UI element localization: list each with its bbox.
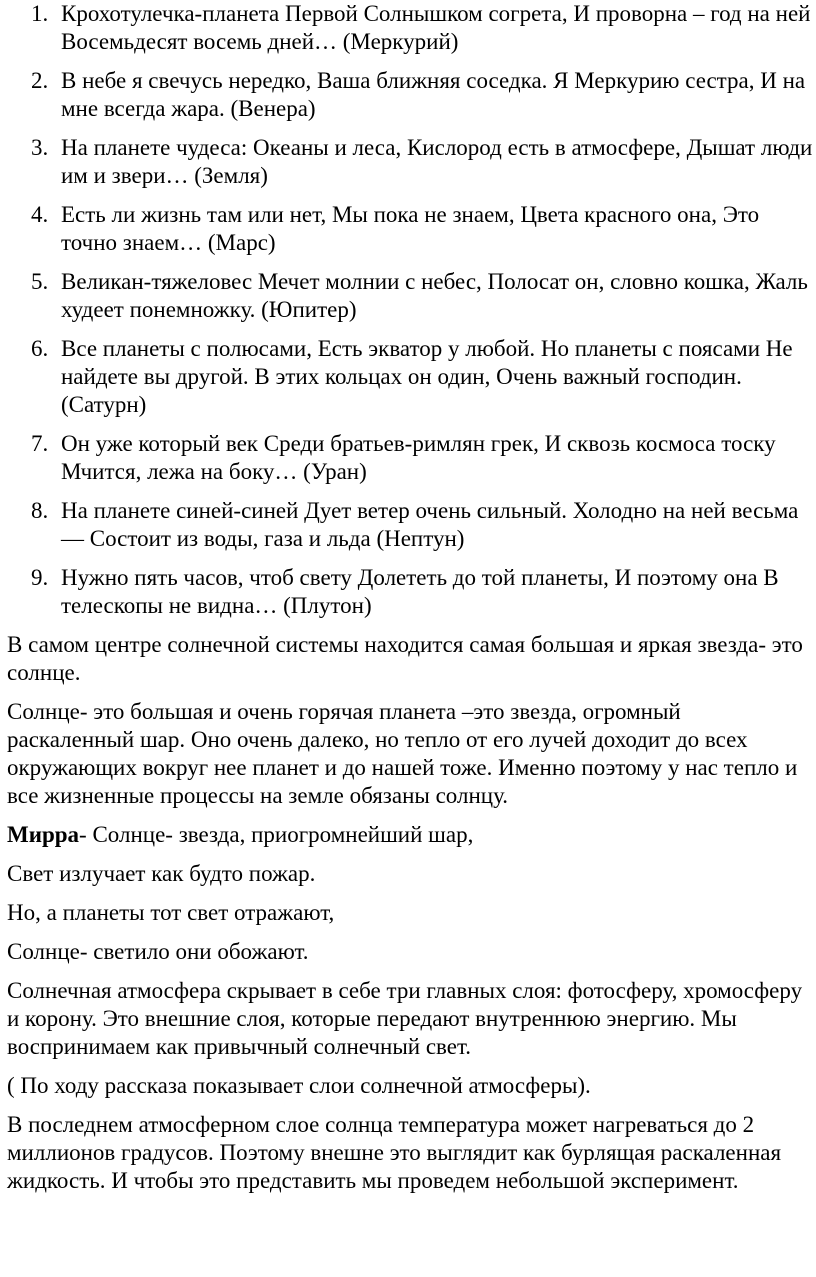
riddle-text: Есть ли жизнь там или нет, Мы пока не знаем, Цвета красного она, Это точно знаем… (Марс): [61, 202, 760, 255]
poem-line-4: Солнце- светило они обожают.: [7, 939, 309, 964]
riddle-item-earth: [7, 134, 813, 190]
poem-line-1: [7, 821, 813, 849]
list-number: 8.: [31, 498, 49, 523]
poem-line-2: Свет излучает как будто пожар.: [7, 861, 316, 886]
list-number: 2.: [31, 68, 49, 93]
riddle-item-venus: [7, 67, 813, 123]
riddle-text: В небе я свечусь нередко, Ваша ближняя соседка. Я Меркурию сестра, И на мне всегда жара. (Венера): [61, 68, 806, 121]
list-number: 9.: [31, 565, 49, 590]
riddle-item-jupiter: [7, 268, 813, 324]
riddle-text: На планете чудеса: Океаны и леса, Кислород есть в атмосфере, Дышат люди им и звери… (Земля): [61, 135, 813, 188]
riddle-text: Великан-тяжеловес Мечет молнии с небес, Полосат он, словно кошка, Жаль худеет понемножку. (Юпитер): [61, 269, 808, 322]
riddle-text: Все планеты с полюсами, Есть экватор у любой. Но планеты с поясами Не найдете вы другой. В этих кольцах он один, Очень важный господин. (Сатурн): [61, 336, 793, 417]
paragraph-stage-note: ( По ходу рассказа показывает слои солнечной атмосферы).: [7, 1073, 591, 1098]
poem-line-3: Но, а планеты тот свет отражают,: [7, 900, 335, 925]
paragraph-sun-center: В самом центре солнечной системы находится самая большая и яркая звезда- это солнце.: [7, 632, 803, 685]
poem-speaker: Мирра: [7, 822, 80, 847]
riddle-text: Крохотулечка-планета Первой Солнышком согрета, И проворна – год на ней Восемьдесят восемь дней… (Меркурий): [61, 1, 811, 54]
paragraph-solar-atmosphere: Солнечная атмосфера скрывает в себе три главных слоя: фотосферу, хромосферу и корону. Это внешние слоя, которые передают внутреннюю энергию. Мы воспринимаем как привычный солнечный свет.: [7, 978, 803, 1059]
list-number: 5.: [31, 269, 49, 294]
poem-line-1-text: - Солнце- звезда, приогромнейший шар,: [79, 822, 474, 847]
riddle-item-pluto: [7, 564, 813, 620]
list-number: 1.: [31, 1, 49, 26]
riddle-item-saturn: [7, 335, 813, 419]
riddle-item-uranus: [7, 430, 813, 486]
list-number: 4.: [31, 202, 49, 227]
riddle-item-mars: [7, 201, 813, 257]
riddle-text: Нужно пять часов, чтоб свету Долететь до той планеты, И поэтому она В телескопы не видна… (Плутон): [61, 565, 779, 618]
list-number: 3.: [31, 135, 49, 160]
riddle-text: На планете синей-синей Дует ветер очень сильный. Холодно на ней весьма — Состоит из воды, газа и льда (Нептун): [61, 498, 799, 551]
riddle-text: Он уже который век Среди братьев-римлян грек, И сквозь космоса тоску Мчится, лежа на боку… (Уран): [61, 431, 776, 484]
paragraph-sun-description: Солнце- это большая и очень горячая планета –это звезда, огромный раскаленный шар. Оно очень далеко, но тепло от его лучей доходит до всех окружающих вокруг нее планет и до нашей тоже. Именно поэтому у нас тепло и все жизненные процессы на земле обязаны солнцу.: [7, 699, 798, 808]
riddle-item-mercury: [7, 0, 813, 56]
riddle-item-neptune: [7, 497, 813, 553]
planet-riddles-list: [7, 0, 813, 620]
document-page: [7, 0, 813, 1206]
list-number: 7.: [31, 431, 49, 456]
list-number: 6.: [31, 336, 49, 361]
paragraph-temperature: В последнем атмосферном слое солнца температура может нагреваться до 2 миллионов градусов. Поэтому внешне это выглядит как бурлящая раскаленная жидкость. И чтобы это представить мы проведем небольшой эксперимент.: [7, 1112, 782, 1193]
